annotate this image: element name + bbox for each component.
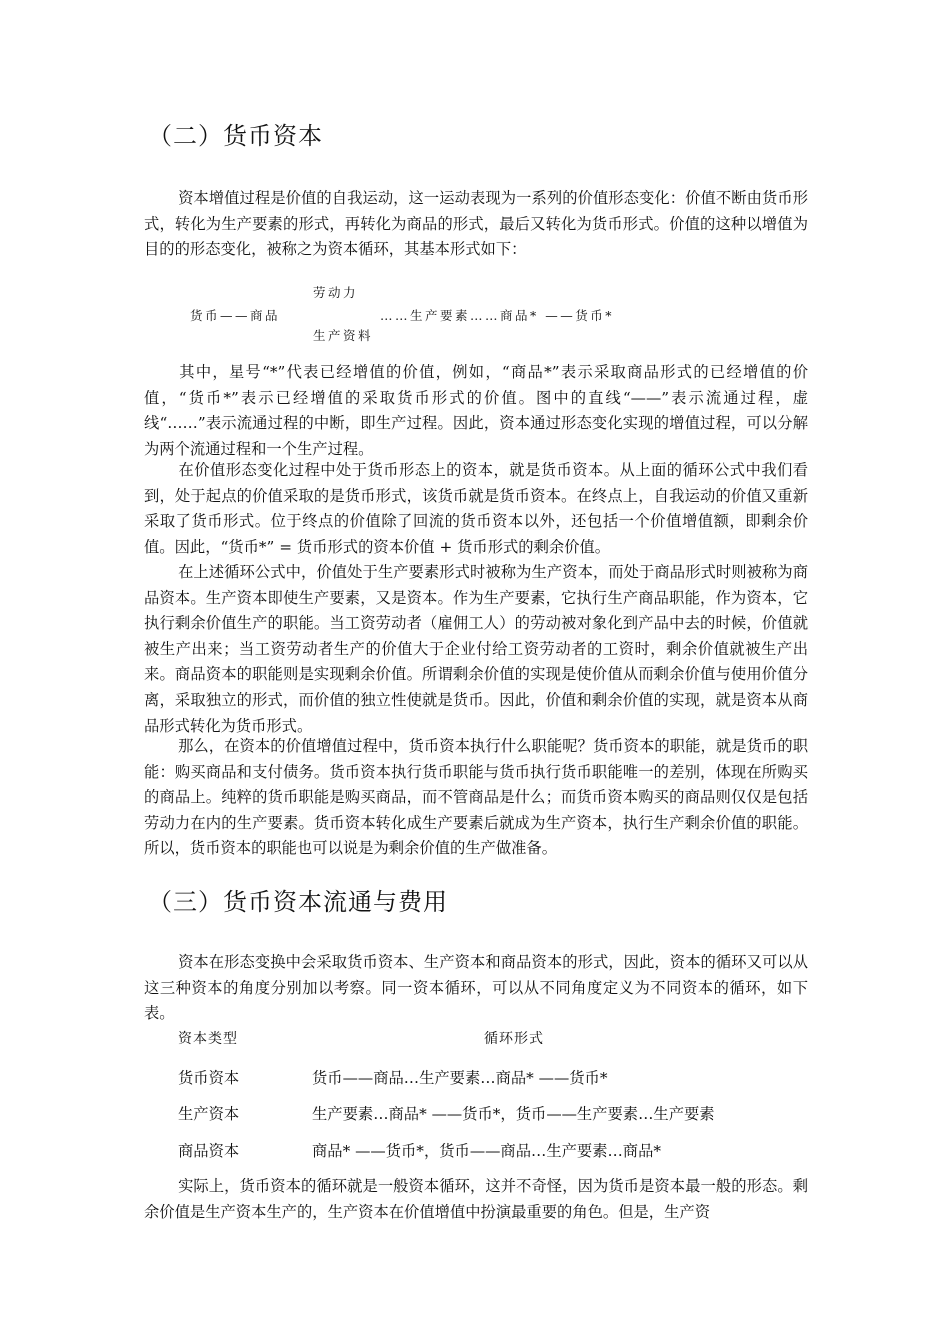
- paragraph: [144, 1174, 808, 1225]
- paragraph-text: 那么，在资本的价值增值过程中，货币资本执行什么职能呢？货币资本的职能，就是货币的职能：购买商品和支付债务。货币资本执行货币职能与货币执行货币职能唯一的差别，体现在所购买的商品上。纯粹的货币职能是购买商品，而不管商品是什么；而货币资本购买的商品则仅仅是包括劳动力在内的生产要素。货币资本转化成生产要素后就成为生产资本，执行生产剩余价值的职能。所以，货币资本的职能也可以说是为剩余价值的生产做准备。: [144, 737, 808, 858]
- table-header-type: 资本类型: [178, 1031, 238, 1047]
- paragraph-text: 其中，星号“*”代表已经增值的价值，例如，“商品*”表示采取商品形式的已经增值的价值，“货币*”表示已经增值的采取货币形式的价值。图中的直线“——”表示流通过程，虚线“……”表示流通过程的中断，即生产过程。因此，资本通过形态变化实现的增值过程，可以分解为两个流通过程和一个生产过程。: [144, 363, 808, 458]
- paragraph-text: 资本在形态变换中会采取货币资本、生产资本和商品资本的形式，因此，资本的循环又可以从这三种资本的角度分别加以考察。同一资本循环，可以从不同角度定义为不同资本的循环，如下表。: [144, 953, 808, 1023]
- table-row-form: 商品* ——货币*，货币——商品…生产要素…商品*: [312, 1142, 662, 1160]
- paragraph: [144, 950, 808, 1027]
- table-row-type: 商品资本: [178, 1142, 240, 1160]
- paragraph: [144, 360, 808, 462]
- paragraph: [144, 734, 808, 862]
- table-header-form: 循环形式: [484, 1031, 544, 1047]
- paragraph-text: 在价值形态变化过程中处于货币形态上的资本，就是货币资本。从上面的循环公式中我们看到，处于起点的价值采取的是货币形式，该货币就是货币资本。在终点上，自我运动的价值又重新采取了货币形式。位于终点的价值除了回流的货币资本以外，还包括一个价值增值额，即剩余价值。因此，“货币*” = 货币形式的资本价值 + 货币形式的剩余价值。: [144, 461, 808, 556]
- paragraph: [144, 186, 808, 263]
- paragraph: [144, 560, 808, 739]
- table-row-type: 货币资本: [178, 1069, 240, 1087]
- table-row-form: 生产要素…商品* ——货币*，货币——生产要素…生产要素: [312, 1105, 715, 1123]
- table-row-form: 货币——商品…生产要素…商品* ——货币*: [312, 1069, 608, 1087]
- formula-bottom: 生产资料: [313, 328, 374, 343]
- table-row-type: 生产资本: [178, 1105, 240, 1123]
- formula-top: 劳动力: [313, 285, 359, 300]
- paragraph-text: 在上述循环公式中，价值处于生产要素形式时被称为生产资本，而处于商品形式时则被称为商品资本。生产资本即使生产要素，又是资本。作为生产要素，它执行生产商品职能，作为资本，它执行剩余价值生产的职能。当工资劳动者（雇佣工人）的劳动被对象化到产品中去的时候，价值就被生产出来；当工资劳动者生产的价值大于企业付给工资劳动者的工资时，剩余价值就被生产出来。商品资本的职能则是实现剩余价值。所谓剩余价值的实现是使价值从而剩余价值与使用价值分离，采取独立的形式，而价值的独立性使就是货币。因此，价值和剩余价值的实现，就是资本从商品形式转化为货币形式。: [144, 563, 808, 735]
- formula-left: 货币——商品: [190, 308, 281, 323]
- section-heading-circulation-costs: （三）货币资本流通与费用: [148, 888, 448, 916]
- paragraph-text: 资本增值过程是价值的自我运动，这一运动表现为一系列的价值形态变化：价值不断由货币形式，转化为生产要素的形式，再转化为商品的形式，最后又转化为货币形式。价值的这种以增值为目的的形态变化，被称之为资本循环，其基本形式如下：: [144, 189, 808, 259]
- section-heading-money-capital: （二）货币资本: [148, 122, 323, 150]
- paragraph: [144, 458, 808, 560]
- paragraph-text: 实际上，货币资本的循环就是一般资本循环，这并不奇怪，因为货币是资本最一般的形态。剩余价值是生产资本生产的，生产资本在价值增值中扮演最重要的角色。但是，生产资: [144, 1177, 808, 1221]
- formula-right: ……生产要素……商品* ——货币*: [380, 308, 614, 323]
